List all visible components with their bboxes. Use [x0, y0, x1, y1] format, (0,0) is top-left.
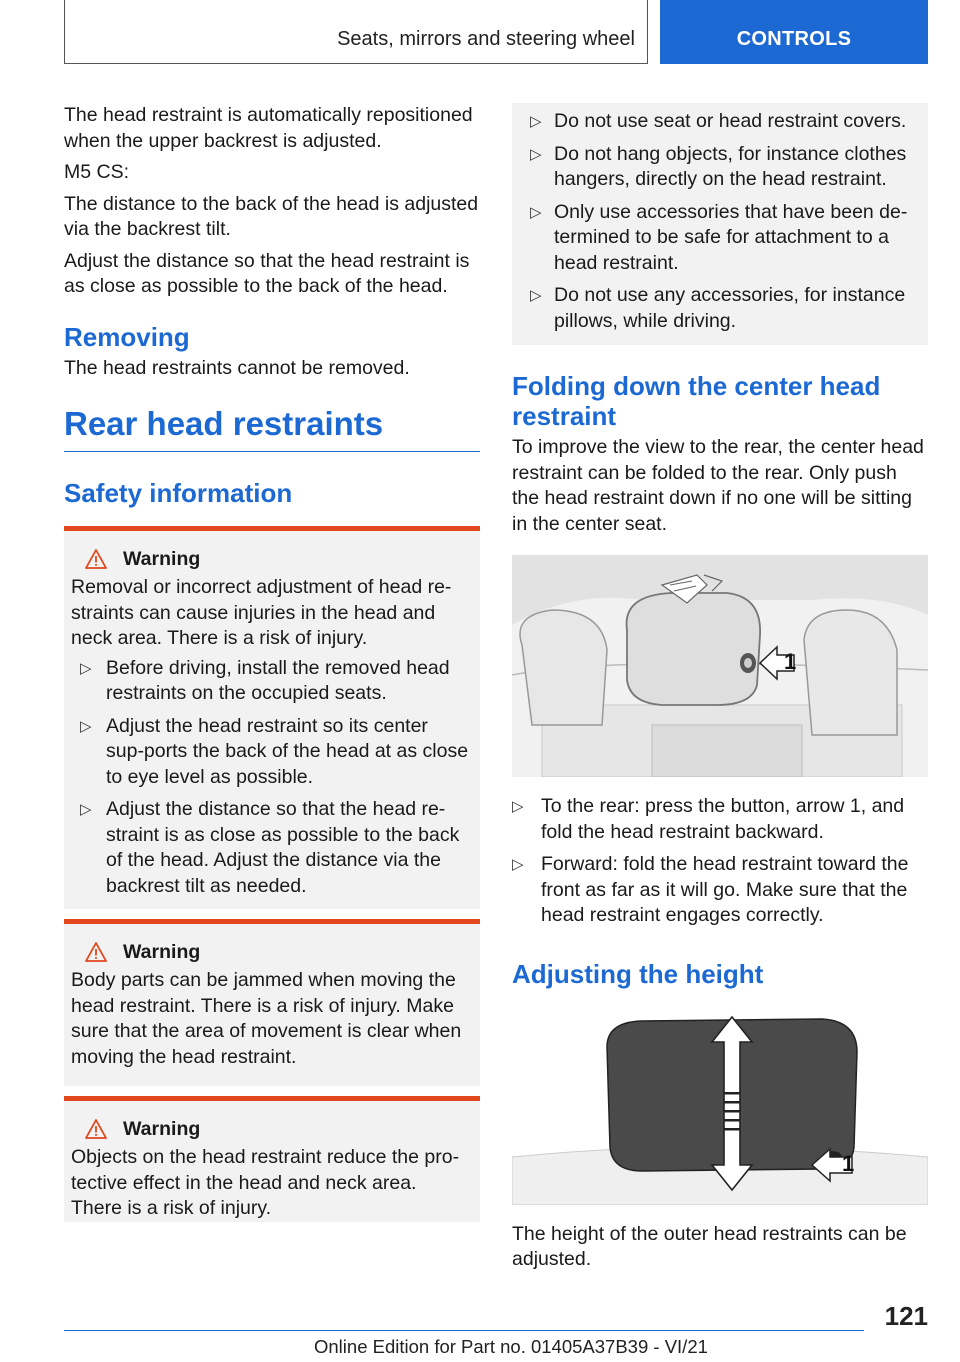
warning-title: Warning [123, 1117, 201, 1140]
paragraph: To improve the view to the rear, the center head restraint can be folded to the rear. Only push the head restraint down if no one will be sitting in the center seat. [512, 436, 924, 535]
removing-heading: Removing [64, 321, 190, 352]
list-item: ▷ Do not use seat or head restraint covers. [520, 109, 920, 135]
warning-box [64, 919, 480, 1086]
bullet-triangle-icon: ▷ [80, 801, 92, 818]
warning-text: Body parts can be jammed when moving the head restraint. There is a risk of injury. Make sure that the area of movement is clear when moving the head restraint. [71, 969, 462, 1068]
warning-triangle-icon [85, 942, 107, 962]
list-item: ▷ Only use accessories that have been de-termined to be safe for attachment to a head restraint. [530, 200, 908, 274]
adjusting-height-heading: Adjusting the height [512, 958, 764, 989]
warning-header [71, 940, 470, 964]
bullet-triangle-icon: ▷ [530, 287, 542, 304]
list-item: ▷ Before driving, install the removed head restraints on the occupied seats. [80, 656, 450, 704]
warning-header [71, 547, 470, 571]
list-item: ▷ Forward: fold the head restraint toward the front as far as it will go. Make sure that the head restraint engages correctly. [512, 853, 909, 926]
list-item: ▷ To the rear: press the button, arrow 1, and fold the head restraint backward. [512, 795, 905, 843]
warning-text: Objects on the head restraint reduce the pro-tective effect in the head and neck area. There is a risk of injury. [71, 1146, 460, 1219]
page-header [64, 0, 928, 64]
footer-rule [64, 1330, 864, 1331]
bullet-triangle-icon: ▷ [530, 145, 542, 163]
bullet-triangle-icon: ▷ [512, 798, 524, 815]
warning-title: Warning [123, 940, 201, 963]
list-item: ▷ Adjust the distance so that the head re-straint is as close as possible to the back of the head. Adjust the distance via the backrest tilt as needed. [80, 798, 460, 897]
warning-list [520, 109, 920, 334]
footer-edition-text: Online Edition for Part no. 01405A37B39 - VI/21 [314, 1336, 708, 1357]
warning-continuation-box [512, 103, 928, 345]
paragraph: The head restraints cannot be removed. [64, 356, 410, 379]
bullet-triangle-icon: ▷ [512, 856, 524, 873]
warning-triangle-icon [85, 1119, 107, 1139]
bullet-triangle-icon: ▷ [530, 203, 542, 221]
warning-header [71, 1117, 470, 1141]
safety-information-heading: Safety information [64, 478, 293, 508]
bullet-triangle-icon: ▷ [80, 659, 92, 677]
bullet-triangle-icon: ▷ [80, 717, 92, 735]
warning-text: Removal or incorrect adjustment of head re-straints can cause injuries in the head and neck area. There is a risk of injury. [71, 576, 452, 649]
list-item: ▷ Do not use any accessories, for instance pillows, while driving. [530, 284, 906, 332]
bullet-triangle-icon: ▷ [530, 113, 542, 130]
center-head-restraint-image [512, 555, 928, 782]
right-column [512, 103, 928, 1279]
callout-label: 1 [842, 1150, 855, 1176]
seat-illustration [512, 555, 928, 777]
warning-box [64, 526, 480, 909]
list-item: ▷ Do not hang objects, for instance clothes hangers, directly on the head restraint. [530, 142, 907, 190]
list-item: ▷ Adjust the head restraint so its center sup-ports the back of the head at as close to eye level as possible. [80, 714, 469, 788]
paragraph: The head restraint is automatically repositioned when the upper backrest is adjusted. [64, 104, 473, 152]
warning-title: Warning [123, 547, 201, 570]
head-restraint-illustration [512, 1007, 928, 1205]
paragraph: The distance to the back of the head is adjusted via the backrest tilt. [64, 192, 479, 240]
callout-label: 1 [784, 649, 797, 674]
paragraph: M5 CS: [64, 161, 130, 183]
warning-box [64, 1096, 480, 1222]
paragraph: The height of the outer head restraints can be adjusted. [512, 1222, 907, 1270]
folding-steps-list [512, 794, 928, 929]
folding-down-heading: Folding down the center head restraint [512, 371, 881, 431]
warning-list [71, 656, 470, 900]
outer-head-restraint-image [512, 1007, 928, 1210]
rear-head-restraints-heading: Rear head restraints [64, 405, 480, 452]
left-column [64, 103, 480, 1222]
page-number: 121 [884, 1301, 928, 1331]
chapter-tab[interactable]: CONTROLS [660, 0, 928, 64]
paragraph: Adjust the distance so that the head restraint is as close as possible to the back of the head. [64, 249, 470, 297]
warning-triangle-icon [85, 549, 107, 569]
section-title: Seats, mirrors and steering wheel [64, 0, 648, 64]
